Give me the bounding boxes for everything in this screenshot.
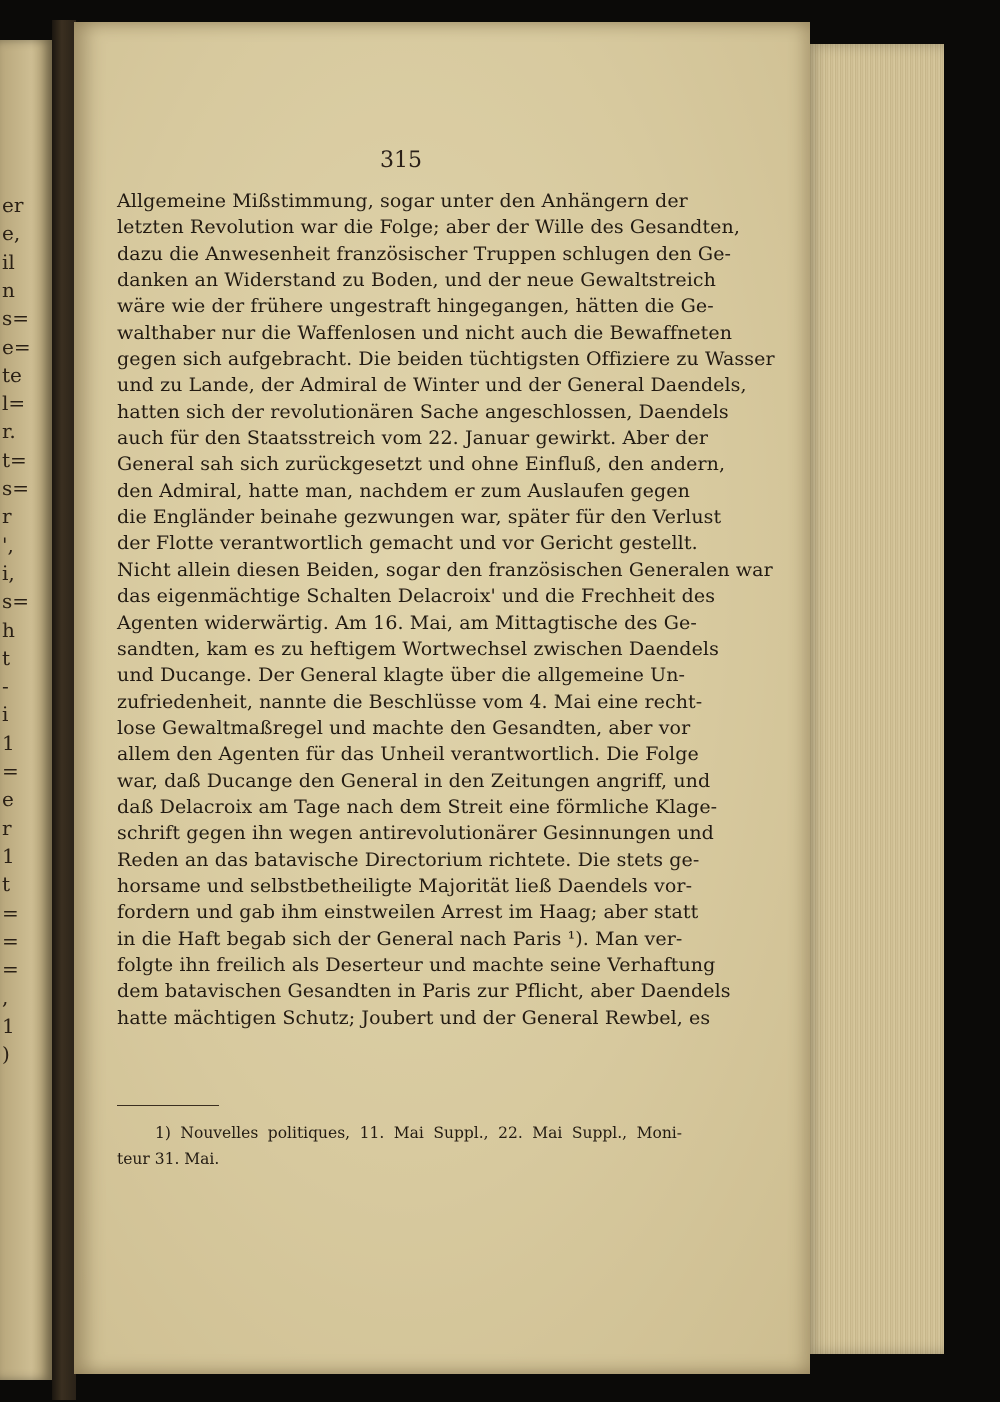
footnote-line: 1) Nouvelles politiques, 11. Mai Suppl., 22. Mai Suppl., Moni- xyxy=(155,1124,682,1142)
text-line: in die Haft begab sich der General nach Paris ¹). Man ver- xyxy=(117,927,683,950)
text-line: allem den Agenten für das Unheil verantwortlich. Die Folge xyxy=(117,743,699,766)
text-line: General sah sich zurückgesetzt und ohne Einfluß, den andern, xyxy=(117,453,726,476)
text-line: Allgemeine Mißstimmung, sogar unter den Anhängern der xyxy=(117,190,688,212)
text-line: auch für den Staatsstreich vom 22. Januar gewirkt. Aber der xyxy=(117,427,709,450)
left-page-fragment: i, xyxy=(2,560,15,585)
text-line: Reden an das batavische Directorium richtete. Die stets ge- xyxy=(117,848,700,871)
left-page-fragment: i xyxy=(2,702,9,727)
text-line: sandten, kam es zu heftigem Wortwechsel zwischen Daendels xyxy=(117,637,719,660)
book-gutter xyxy=(52,20,76,1400)
left-page-fragment: s= xyxy=(2,476,30,500)
text-line: horsame und selbstbetheiligte Majorität ließ Daendels vor- xyxy=(117,874,693,897)
left-page-fragment: s= xyxy=(2,589,30,614)
left-page-fragment: = xyxy=(2,900,19,925)
left-page-fragment: ) xyxy=(2,1042,10,1066)
left-page-fragment: e= xyxy=(2,334,31,359)
text-line: lose Gewaltmaßregel und machte den Gesandten, aber vor xyxy=(117,716,691,739)
text-line: fordern und gab ihm einstweilen Arrest im Haag; aber statt xyxy=(117,901,699,924)
left-page-fragment: er xyxy=(2,193,24,217)
text-line: letzten Revolution war die Folge; aber der Wille des Gesandten, xyxy=(117,216,740,239)
left-page-fragment: 1 xyxy=(2,1013,15,1038)
left-page-fragment: te xyxy=(2,362,22,387)
left-page-fragment: = xyxy=(2,759,19,783)
page-number: 315 xyxy=(380,148,422,173)
left-page-fragment: - xyxy=(2,674,9,699)
left-page-fragment: , xyxy=(2,985,9,1010)
text-line: gegen sich aufgebracht. Die beiden tüchtigsten Offiziere zu Wasser xyxy=(117,348,775,371)
left-page-edge xyxy=(0,40,52,1380)
text-line: schrift gegen ihn wegen antirevolutionärer Gesinnungen und xyxy=(117,822,714,845)
page-edges-stack xyxy=(806,44,944,1354)
body-text xyxy=(117,188,775,1031)
left-page-fragment: e xyxy=(2,787,14,812)
left-page-fragment: = xyxy=(2,928,19,953)
text-line: daß Delacroix am Tage nach dem Streit eine förmliche Klage- xyxy=(117,795,718,818)
text-line: Nicht allein diesen Beiden, sogar den französischen Generalen war xyxy=(117,558,773,581)
left-page-fragment: n xyxy=(2,277,15,302)
text-line: dem batavischen Gesandten in Paris zur Pflicht, aber Daendels xyxy=(117,980,731,1003)
left-page-fragment: ', xyxy=(2,532,14,557)
left-page-fragment: 1 xyxy=(2,843,15,868)
left-page-fragment: t xyxy=(2,645,11,670)
text-line: hatte mächtigen Schutz; Joubert und der General Rewbel, es xyxy=(117,1006,711,1029)
text-line: hatten sich der revolutionären Sache angeschlossen, Daendels xyxy=(117,400,729,423)
text-line: die Engländer beinahe gezwungen war, später für den Verlust xyxy=(117,506,722,529)
text-line: der Flotte verantwortlich gemacht und vor Gericht gestellt. xyxy=(117,532,698,555)
left-page-fragment: r xyxy=(2,815,12,840)
left-page-fragment: r xyxy=(2,504,12,529)
left-page-fragment: t= xyxy=(2,447,27,472)
text-line: den Admiral, hatte man, nachdem er zum Auslaufen gegen xyxy=(117,479,690,502)
text-line: folgte ihn freilich als Deserteur und machte seine Verhaftung xyxy=(117,953,716,976)
footnotes xyxy=(117,1120,682,1172)
left-page-fragment: t xyxy=(2,872,11,897)
text-line: walthaber nur die Waffenlosen und nicht auch die Bewaffneten xyxy=(117,321,733,344)
left-page-fragment: r. xyxy=(2,419,16,444)
text-line: danken an Widerstand zu Boden, und der neue Gewaltstreich xyxy=(117,269,716,292)
left-page-fragment: h xyxy=(2,617,15,642)
text-line: Agenten widerwärtig. Am 16. Mai, am Mittagtische des Ge- xyxy=(117,611,697,634)
footnote-rule xyxy=(117,1105,219,1106)
text-line: das eigenmächtige Schalten Delacroix' und die Frechheit des xyxy=(117,585,716,608)
left-page-fragment: s= xyxy=(2,306,30,331)
left-page-fragment: = xyxy=(2,957,19,982)
left-page-fragment: l= xyxy=(2,391,26,416)
text-line: war, daß Ducange den General in den Zeitungen angriff, und xyxy=(117,769,711,792)
text-line: dazu die Anwesenheit französischer Truppen schlugen den Ge- xyxy=(117,242,732,265)
left-page-fragment: 1 xyxy=(2,730,15,755)
text-line: wäre wie der frühere ungestraft hingegangen, hätten die Ge- xyxy=(117,295,714,318)
left-page-fragment: il xyxy=(2,249,15,274)
text-line: und zu Lande, der Admiral de Winter und der General Daendels, xyxy=(117,374,747,397)
footnote-line: teur 31. Mai. xyxy=(117,1150,220,1168)
text-line: und Ducange. Der General klagte über die allgemeine Un- xyxy=(117,664,686,687)
left-page-fragment: e, xyxy=(2,221,21,246)
text-line: zufriedenheit, nannte die Beschlüsse vom 4. Mai eine recht- xyxy=(117,690,703,713)
